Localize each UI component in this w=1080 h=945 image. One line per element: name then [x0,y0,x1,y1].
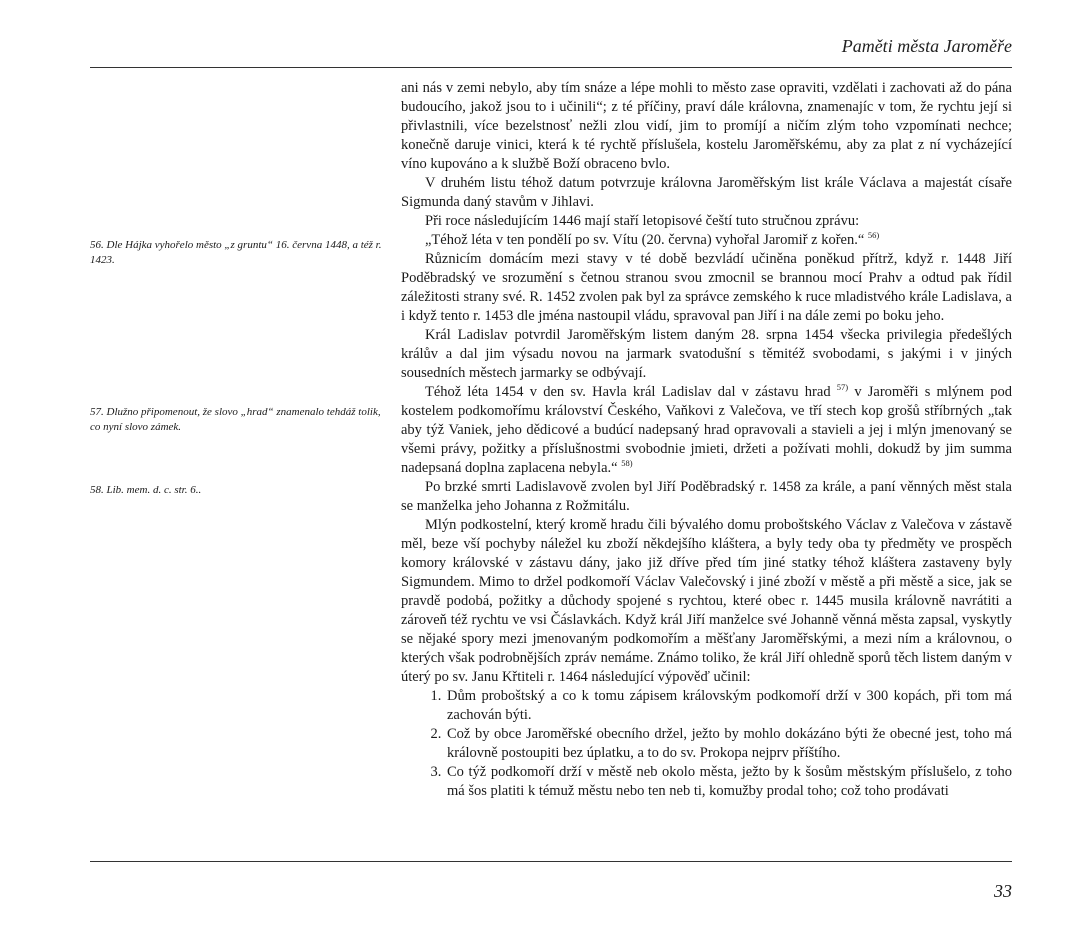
paragraph: ani nás v zemi nebylo, aby tím snáze a lépe mohli to město zase opraviti, vzdělati i zachovati až do pána budoucího, jakož jsou to i učinili“; z té příčiny, praví dále královna, znamenajíc v tom, že rychtu její si přivlastnili, více bezelstnosť nežli zlou vidí, jim to promíjí a ničím zlým toho vzpomínati nechce; konečně daruje vinici, která k té rychtě příslušela, kostelu Jaroměřskému, aby za plat z ní vycházející víno kupováno a k službě Boží obraceno bvlo. [401,80,1012,172]
footnote-ref[interactable]: 58) [621,458,633,469]
page-number: 33 [994,881,1012,901]
paragraph-text: v Jaroměři s mlýnem pod kostelem podkomořímu království Českého, Vaňkovi z Valečova, ve tří stech kop grošů stříbrných „tak aby týž Vaniek, jeho dědicové a budúcí nadepsaný hrad opravovali a stavieli a jej i mlýn jmenovaný se všemi právy, požitky a příslušnostmi svobodnie jmieti, držeti a požívati mohli, dokudž by jim summa nadepsaná doplna zaplacena nebyla.“ [401,384,1013,476]
list-item: 1. Dům proboštský a co k tomu zápisem královským podkomoří drží v 300 kopách, při tom má zachován býti. [445,687,1012,725]
paragraph: Král Ladislav potvrdil Jaroměřským listem daným 28. srpna 1454 všecka privilegia předešlých králův a dal jim výsadu novou na jarmark svatodušní s těmitéž svobodami, s jakými i v jiných sousedních městech jarmarky se odbývají. [401,327,1012,381]
running-header: Paměti města Jaroměře [841,36,1012,56]
paragraph: Po brzké smrti Ladislavově zvolen byl Jiří Poděbradský r. 1458 za krále, a paní věnných měst stala se manželka jeho Johanna z Rožmitálu. [401,479,1012,514]
footnote-ref[interactable]: 57) [836,382,849,393]
numbered-list [401,687,1012,801]
list-item: 2. Což by obce Jaroměřské obecního držel, ježto by mohlo dokázáno býti že obecné jest, toho má královně postoupiti bez úplatku, a to do sv. Prokopa nejprv příštího. [445,725,1012,763]
main-text [401,79,1012,801]
paragraph: V druhém listu téhož datum potvrzuje královna Jaroměřským list krále Václava a majestát císaře Sigmunda daný stavům v Jihlavi. [401,175,1012,210]
footnote-ref[interactable]: 56) [867,230,880,241]
footnote-56: 56. Dle Hájka vyhořelo město „z gruntu“ 16. června 1448, a též r. 1423. [90,239,382,266]
paragraph: Různicím domácím mezi stavy v té době bezvládí učiněna poněkud přítrž, když r. 1448 Jiří Poděbradský ve srozumění s četnou stranou svou zmocnil se brannou mocí Prahv a odtud pak řídil záležitosti strany své. R. 1452 zvolen pak byl za správce zemského k ruce mladistvého krále Ladislava, a i když tento r. 1453 dle jména nastoupil vládu, spravoval pan Jiří i na dále zemi po boku jeho. [401,251,1012,324]
footer-rule [90,861,1012,862]
header-rule [90,67,1012,68]
paragraph [401,383,1012,478]
paragraph: Mlýn podkostelní, který kromě hradu čili bývalého domu proboštského Václav z Valečova v zástavě měl, beze vší pochyby náležel ku zboží někdejšího kláštera, a byly tedy oba ty předměty ve prospěch komory královské v zástavu dány, jako již dříve před tím jiné statky téhož kláštera zastaveny byly Sigmundem. Mimo to držel podkomoří Václav Valečovský i jiné zboží v městě a při městě a sice, jak se pravdě podobá, požitky a důchody spojené s rychtou, které obec r. 1445 musila královně navrátiti a zároveň též rychtu ve vsi Čáslavkách. Když král Jiří manželce své Johanně věnná města zapsal, vyskytly se nějaké spory mezi jmenovaným podkomořím a měšťany Jaroměřskými, a mezi ním a královnou, o kterých však podrobnějších zpráv nemáme. Známo toliko, že král Jiří ohledně sporů těch listem daným v úterý po sv. Janu Křtiteli r. 1464 následující výpověď učinil: [401,517,1012,685]
paragraph [401,231,1012,250]
footnote-57: 57. Dlužno připomenout, že slovo „hrad“ znamenalo tehdáž tolik, co nyní slovo zámek. [90,406,381,433]
quote-text: „Téhož léta v ten pondělí po sv. Vítu (20. června) vyhořal Jaromiř z kořen.“ [425,232,865,248]
footnote-58: 58. Lib. mem. d. c. str. 6.. [90,484,202,496]
paragraph: Při roce následujícím 1446 mají staří letopisové čeští tuto stručnou zprávu: [425,213,860,229]
list-item: 3. Co týž podkomoří drží v městě neb okolo města, ježto by k šosům městským příslušelo, z toho má šos platiti k témuž městu nebo ten neb ti, komužby prodal toho; což toho prodávati [445,763,1012,801]
paragraph-text: Téhož léta 1454 v den sv. Havla král Ladislav dal v zástavu hrad [425,384,831,400]
